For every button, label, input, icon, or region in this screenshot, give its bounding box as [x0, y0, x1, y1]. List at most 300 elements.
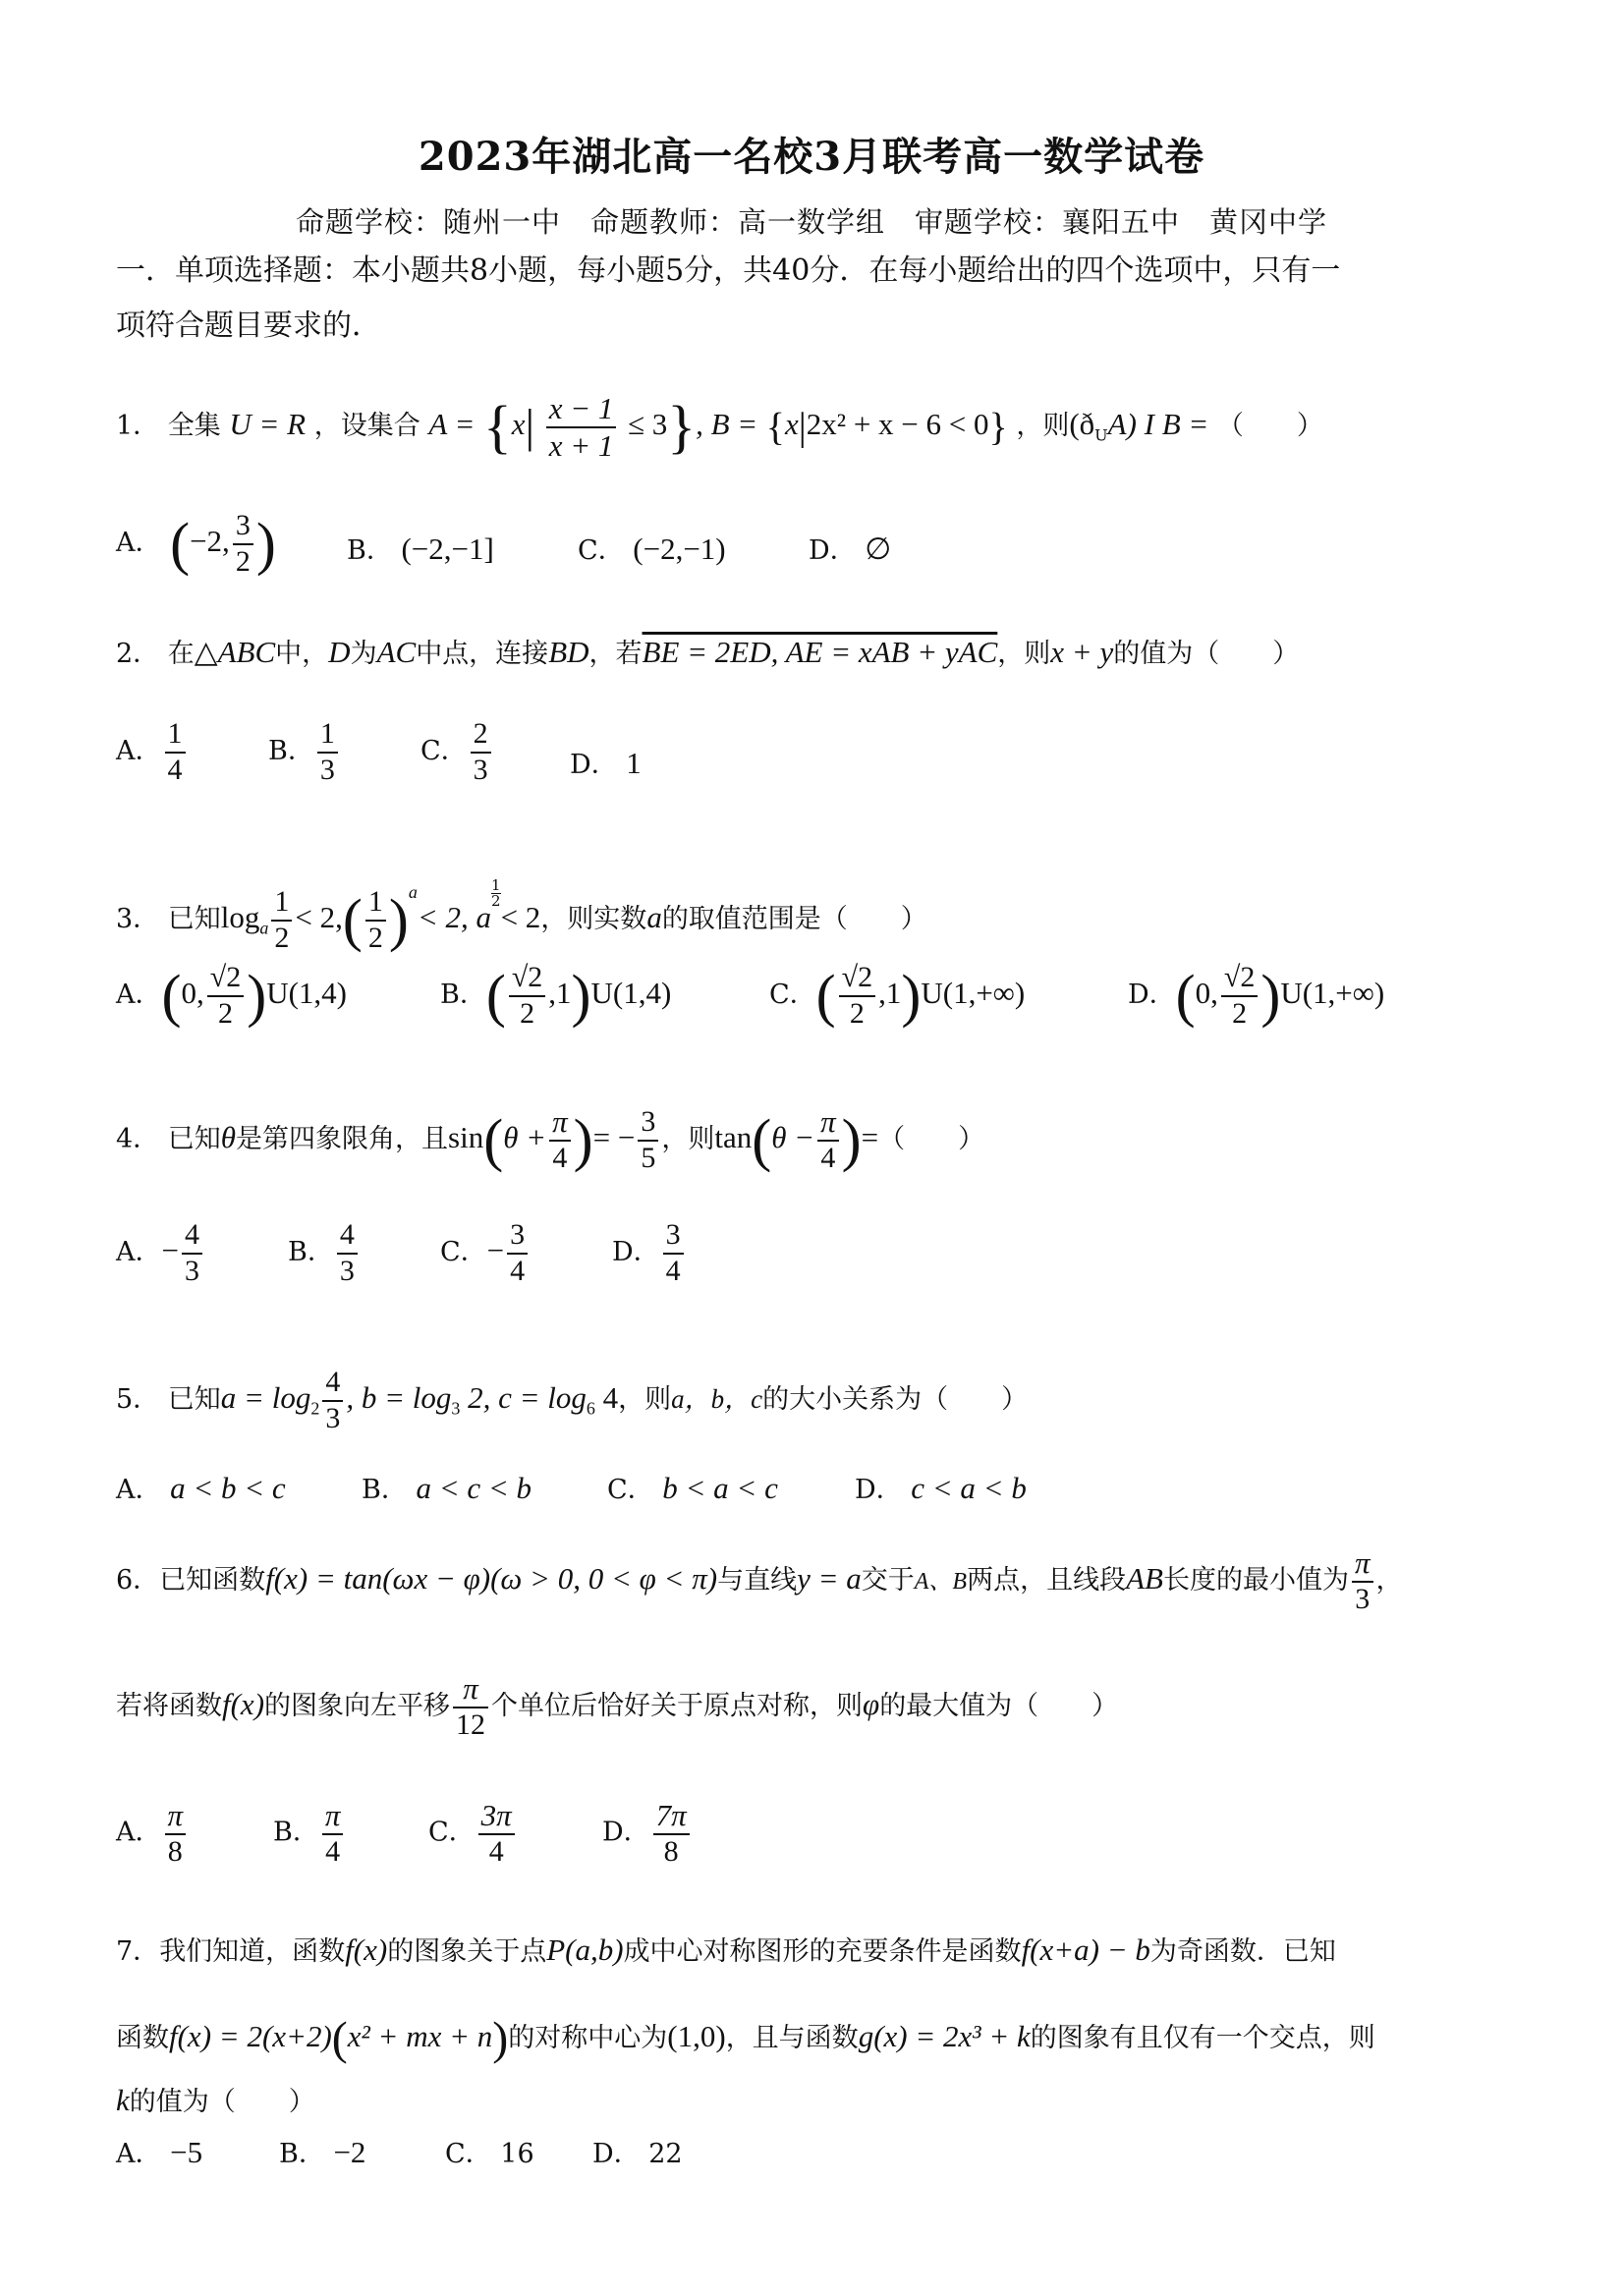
frac-den: 4 [488, 1834, 504, 1868]
option-d [855, 1468, 1027, 1506]
q-text: 为 [350, 639, 377, 669]
option-c [428, 1798, 518, 1869]
fraction [365, 885, 386, 955]
q-math: θ [220, 1120, 237, 1154]
fraction [817, 1104, 839, 1175]
option-math: (−2,−1] [401, 532, 494, 566]
frac-den: 3 [184, 1254, 199, 1287]
option-math: ∅ [865, 532, 892, 566]
q-math: a = log [220, 1380, 311, 1415]
option-math: −5 [170, 2135, 203, 2169]
question-number: 5． [116, 1384, 160, 1415]
q-text: 的图象有且仅有一个交点，则 [1030, 2023, 1375, 2053]
question-2 [116, 633, 1531, 674]
q-text: 的值为（ ） [129, 2087, 315, 2117]
frac-num: π [165, 1798, 187, 1835]
frac-den: 4 [325, 1834, 341, 1868]
q-math: AC [376, 635, 417, 669]
option-c [440, 1218, 531, 1288]
fraction [509, 961, 545, 1031]
exam-subtitle: 命题学校：随州一中 命题教师：高一数学组 审题学校：襄阳五中 黄冈中学 [295, 205, 1327, 239]
question-7 [116, 1926, 1531, 1977]
brace-close: } [988, 404, 1008, 449]
q-text: ，则实数 [540, 904, 647, 934]
fraction [663, 1218, 684, 1288]
q-text: 函数 [116, 2023, 169, 2053]
options-2 [116, 717, 1531, 806]
fraction [839, 961, 875, 1031]
fraction [546, 391, 617, 463]
option-math: U(1,+∞) [921, 976, 1026, 1010]
frac-den: 4 [167, 753, 183, 786]
frac-den: 3 [325, 1401, 341, 1434]
q-math: A = [428, 407, 476, 442]
option-a [116, 2132, 202, 2170]
frac-num: 4 [182, 1218, 202, 1255]
option-label: B． [279, 2139, 325, 2169]
frac-den: 4 [665, 1254, 681, 1287]
option-a [116, 509, 276, 579]
frac-den: x + 1 [548, 427, 614, 463]
q-sub: 6 [586, 1398, 595, 1419]
answer-blank: （ ） [1216, 411, 1323, 442]
option-b [288, 1218, 361, 1288]
q-math: A) I B = [1107, 407, 1209, 442]
question-6-line2 [116, 1670, 1531, 1743]
q-text: 中点，连接 [416, 639, 549, 669]
fraction [638, 1105, 658, 1175]
option-c [607, 1468, 778, 1506]
fraction [549, 1104, 571, 1175]
q-text: 个单位后恰好关于原点对称，则 [491, 1691, 864, 1721]
fraction [453, 1671, 488, 1742]
fraction [165, 717, 186, 787]
paren: ) [388, 887, 409, 953]
q-math: A、B [914, 1569, 968, 1595]
question-4 [116, 1098, 1531, 1179]
frac-num: 3 [638, 1105, 658, 1142]
section-heading-line2: 项符合题目要求的． [116, 308, 381, 343]
option-c [769, 961, 1025, 1031]
q-text: 为奇函数．已知 [1149, 1936, 1336, 1967]
q-math: BE = 2ED, AE = xAB + yAC [642, 635, 998, 669]
option-label: C． [607, 1475, 654, 1505]
q-sub: a [259, 918, 269, 938]
q-math: = − [592, 1120, 636, 1154]
frac-num: 3π [478, 1798, 515, 1835]
option-b [268, 717, 341, 787]
q-math: f(x) [345, 1932, 388, 1967]
q-sup: a [408, 882, 418, 902]
fraction [322, 1798, 344, 1869]
options-7 [116, 2132, 1531, 2171]
option-math: a < b < c [170, 1471, 286, 1505]
option-label: C． [769, 980, 816, 1010]
q-text: 的大小关系为（ ） [762, 1384, 1029, 1415]
q-math: tan [714, 1120, 753, 1154]
q-math: < 2, [295, 900, 343, 934]
question-number: 4． [116, 1124, 160, 1154]
q-text: 我们知道，函数 [159, 1936, 346, 1967]
option-b [440, 961, 671, 1031]
q-math: a，b，c [671, 1384, 763, 1414]
paren: ) [1260, 963, 1281, 1029]
q-math: 4 [594, 1380, 619, 1415]
q-text: 已知 [167, 1124, 221, 1154]
option-b [273, 1798, 346, 1869]
question-5 [116, 1366, 1531, 1437]
fraction [182, 1218, 202, 1288]
frac-num: π [322, 1798, 344, 1835]
option-math: 16 [500, 2139, 534, 2169]
q-text: 的取值范围是（ ） [661, 904, 927, 934]
frac-den: 2 [367, 921, 383, 954]
q-math: U = R [229, 407, 307, 442]
q-sub: 3 [451, 1398, 461, 1419]
paren: ( [1175, 963, 1196, 1029]
frac-num: 1 [317, 717, 338, 754]
question-number: 1． [116, 411, 160, 442]
q-math: θ + [503, 1120, 547, 1154]
options-5 [116, 1468, 1531, 1507]
q-math: y = a [797, 1561, 862, 1596]
option-label: A． [116, 736, 162, 766]
option-d [570, 743, 642, 781]
option-label: C． [578, 535, 625, 566]
q-math: AB [1126, 1561, 1163, 1596]
frac-den: 3 [1355, 1583, 1371, 1616]
q-math: k [116, 2083, 130, 2117]
frac-den: 12 [456, 1708, 486, 1742]
q-text: 与直线 [717, 1565, 798, 1596]
q-text: 已知 [167, 904, 221, 934]
paren: ( [161, 963, 182, 1029]
option-math: 1 [626, 746, 642, 780]
fraction [207, 961, 244, 1031]
q-math: < 2, a [417, 900, 492, 934]
fraction [471, 717, 491, 787]
q-text: ， [1375, 1565, 1403, 1596]
frac-den: 5 [641, 1141, 656, 1174]
paren: ) [841, 1107, 862, 1173]
fraction [322, 1366, 343, 1435]
option-math: U(1,4) [266, 976, 347, 1010]
option-label: D． [592, 2139, 641, 2169]
option-a [116, 1468, 286, 1506]
fraction [653, 1798, 690, 1869]
option-label: B． [273, 1817, 319, 1848]
q-text: 已知函数 [159, 1565, 266, 1596]
option-label: A． [116, 1817, 162, 1848]
frac-den: 2 [274, 921, 290, 954]
brace-open: { [765, 404, 785, 449]
paren: ) [573, 1107, 593, 1173]
option-label: A． [116, 528, 162, 558]
q-sup [491, 878, 501, 909]
option-label: D． [602, 1817, 650, 1848]
q-text: ，设集合 [313, 411, 420, 442]
q-math: g(x) = 2x³ + k [858, 2019, 1031, 2053]
option-label: C． [428, 1817, 476, 1848]
answer-blank: （ ） [878, 1124, 985, 1154]
q-math: x [785, 407, 799, 442]
option-d [809, 529, 891, 567]
frac-num: √2 [1221, 961, 1258, 997]
frac-den: 2 [235, 544, 251, 578]
frac-den: 8 [167, 1834, 183, 1868]
option-math: − [161, 1233, 179, 1267]
option-label: A． [116, 980, 162, 1010]
paren: ) [492, 2012, 509, 2065]
option-label: A． [116, 1237, 162, 1267]
options-6 [116, 1798, 1531, 1886]
q-text: 两点，且线段 [967, 1565, 1127, 1596]
q-math: f(x+a) − b [1021, 1932, 1150, 1967]
q-text: ，则 [661, 1124, 715, 1154]
frac-num: 1 [491, 876, 501, 894]
question-number: 2． [116, 639, 160, 669]
option-c [420, 717, 494, 787]
frac-num: 3 [663, 1218, 684, 1255]
q-text: 的对称中心为 [508, 2023, 668, 2053]
frac-num: π [549, 1104, 571, 1142]
option-c [578, 529, 726, 567]
frac-num: 3 [233, 509, 253, 545]
option-b [347, 529, 494, 567]
option-math: 0, [1195, 976, 1218, 1010]
frac-num: 1 [165, 717, 186, 754]
option-c [445, 2132, 534, 2170]
option-math: −2, [190, 524, 230, 558]
options-3 [116, 961, 1531, 1059]
option-label: D． [809, 535, 857, 566]
paren: ) [571, 963, 591, 1029]
question-7-line3 [116, 2081, 1531, 2122]
frac-num: π [453, 1671, 488, 1708]
question-number: 6． [116, 1565, 160, 1596]
question-3 [116, 853, 1531, 967]
fraction [507, 1218, 528, 1288]
q-text: 在 [167, 639, 195, 669]
question-6 [116, 1544, 1531, 1617]
frac-den: 2 [1232, 996, 1248, 1030]
q-text: ，且与函数 [725, 2023, 859, 2053]
option-a [116, 961, 347, 1031]
q-math: x [511, 407, 526, 442]
q-math: x + y [1050, 635, 1114, 669]
option-math: 22 [648, 2139, 683, 2169]
frac-den: 2 [491, 892, 501, 910]
fraction [165, 1798, 187, 1869]
option-label: B． [440, 980, 486, 1010]
q-text: ，则 [1016, 411, 1070, 442]
option-b [362, 1468, 532, 1506]
q-math: f(x) = tan(ωx − φ)(ω > 0, 0 < φ < π) [265, 1561, 718, 1596]
q-text: ，则 [618, 1384, 672, 1415]
q-text: 已知 [167, 1384, 221, 1415]
frac-den: 2 [520, 996, 535, 1030]
paren: ( [752, 1107, 772, 1173]
question-number: 7． [116, 1936, 160, 1967]
q-math: log [220, 900, 260, 934]
section-heading [116, 244, 1531, 354]
option-a [116, 1218, 205, 1288]
option-label: B． [347, 535, 393, 566]
q-math: f(x) = 2(x+2) [169, 2019, 332, 2053]
q-text: 的图象关于点 [387, 1936, 547, 1967]
option-math: ,1 [548, 976, 572, 1010]
option-label: B． [362, 1475, 408, 1505]
q-math: sin [448, 1120, 484, 1154]
q-math: (1,0) [667, 2019, 726, 2053]
option-label: B． [288, 1237, 334, 1267]
option-label: A． [116, 1475, 162, 1505]
option-math: 0, [181, 976, 204, 1010]
q-text: 全集 [167, 411, 221, 442]
q-text: ，若 [588, 639, 643, 669]
frac-num: x − 1 [546, 391, 617, 428]
option-label: D． [570, 750, 618, 780]
exam-title: 2023年湖北高一名校3月联考高一数学试卷 [418, 134, 1205, 180]
fraction [1221, 961, 1258, 1031]
q-math: 2x² + x − 6 < 0 [806, 407, 989, 442]
option-d [592, 2132, 683, 2170]
frac-den: 2 [217, 996, 233, 1030]
fraction [1352, 1545, 1373, 1616]
q-text: 的值为（ ） [1113, 639, 1300, 669]
paren: ( [483, 1107, 504, 1173]
frac-den: 3 [473, 753, 488, 786]
paren: ( [331, 2012, 348, 2065]
frac-num: π [1352, 1545, 1373, 1583]
frac-num: 4 [322, 1366, 343, 1402]
option-math: ,1 [878, 976, 902, 1010]
q-math: (ð [1069, 407, 1095, 442]
frac-num: 2 [471, 717, 491, 754]
q-text: 的最大值为（ ） [879, 1691, 1119, 1721]
paren: ) [247, 963, 267, 1029]
option-label: A． [116, 2139, 162, 2169]
q-math: 2, c = log [460, 1380, 587, 1415]
option-math: − [486, 1233, 505, 1267]
frac-num: 4 [337, 1218, 358, 1255]
q-text: 长度的最小值为 [1162, 1565, 1349, 1596]
q-text: 成中心对称图形的充要条件是函数 [623, 1936, 1022, 1967]
option-label: C． [420, 736, 468, 766]
q-math: φ [863, 1687, 880, 1721]
question-number: 3． [116, 904, 160, 934]
q-text: 是第四象限角，且 [236, 1124, 449, 1154]
option-b [279, 2132, 365, 2170]
q-sub: 2 [310, 1398, 320, 1419]
q-text: 的图象向左平移 [264, 1691, 451, 1721]
q-math: , B = [696, 407, 758, 442]
paren: ( [170, 511, 191, 577]
q-math: < 2 [500, 900, 541, 934]
frac-num: √2 [839, 961, 875, 997]
frac-den: 4 [820, 1142, 836, 1175]
q-text: 中， [275, 639, 329, 669]
frac-num: 1 [271, 885, 292, 922]
option-d [1128, 961, 1384, 1031]
option-label: D． [612, 1237, 660, 1267]
q-sub: U [1094, 425, 1108, 445]
paren: ( [342, 887, 363, 953]
q-math: , b = log [346, 1380, 452, 1415]
q-math: x² + mx + n [347, 2019, 493, 2053]
option-math: c < a < b [911, 1471, 1027, 1505]
q-math: = [861, 1120, 879, 1154]
option-math: U(1,+∞) [1280, 976, 1385, 1010]
frac-den: 3 [319, 753, 335, 786]
question-1 [116, 391, 1531, 463]
fraction [317, 717, 338, 787]
q-math: D [328, 635, 351, 669]
paren: ( [485, 963, 506, 1029]
option-math: −2 [333, 2135, 366, 2169]
option-math: a < c < b [416, 1471, 532, 1505]
fraction [233, 509, 253, 579]
q-text: ，则 [997, 639, 1051, 669]
option-label: D． [1128, 980, 1176, 1010]
frac-num: 3 [507, 1218, 528, 1255]
frac-num: 1 [365, 885, 386, 922]
q-math: BD [548, 635, 589, 669]
options-4 [116, 1218, 1531, 1307]
fraction [337, 1218, 358, 1288]
question-7-line2 [116, 2012, 1531, 2063]
option-d [612, 1218, 687, 1288]
frac-den: 4 [510, 1254, 526, 1287]
option-label: C． [445, 2139, 492, 2169]
option-label: D． [855, 1475, 903, 1505]
frac-den: 3 [339, 1254, 355, 1287]
option-d [602, 1798, 693, 1869]
q-math: △ABC [194, 635, 276, 669]
brace-close: } [667, 394, 697, 460]
frac-den: 4 [552, 1142, 568, 1175]
bar: | [798, 404, 807, 449]
fraction [271, 885, 292, 955]
paren: ) [255, 511, 276, 577]
frac-num: 7π [653, 1798, 690, 1835]
q-math: P(a,b) [546, 1932, 624, 1967]
frac-num: π [817, 1104, 839, 1142]
option-label: C． [440, 1237, 487, 1267]
q-math: θ − [771, 1120, 815, 1154]
q-text: 若将函数 [116, 1691, 222, 1721]
frac-den: 8 [663, 1834, 679, 1868]
frac-num: √2 [509, 961, 545, 997]
q-math: f(x) [222, 1687, 265, 1721]
section-heading-line1: 一．单项选择题：本小题共8小题，每小题5分，共40分．在每小题给出的四个选项中，只有一 [116, 253, 1341, 288]
paren: ) [901, 963, 922, 1029]
options-1 [116, 509, 1531, 588]
option-math: U(1,4) [590, 976, 672, 1010]
frac-den: 2 [849, 996, 865, 1030]
bar: | [525, 400, 535, 453]
option-label: B． [268, 736, 314, 766]
option-math: b < a < c [662, 1471, 778, 1505]
option-a [116, 1798, 189, 1869]
option-math: (−2,−1) [633, 532, 726, 566]
q-math: ≤ 3 [628, 407, 668, 442]
frac-num: √2 [207, 961, 244, 997]
brace-open: { [482, 394, 512, 460]
q-math: a [646, 900, 662, 934]
fraction [478, 1798, 515, 1869]
option-a [116, 717, 189, 787]
